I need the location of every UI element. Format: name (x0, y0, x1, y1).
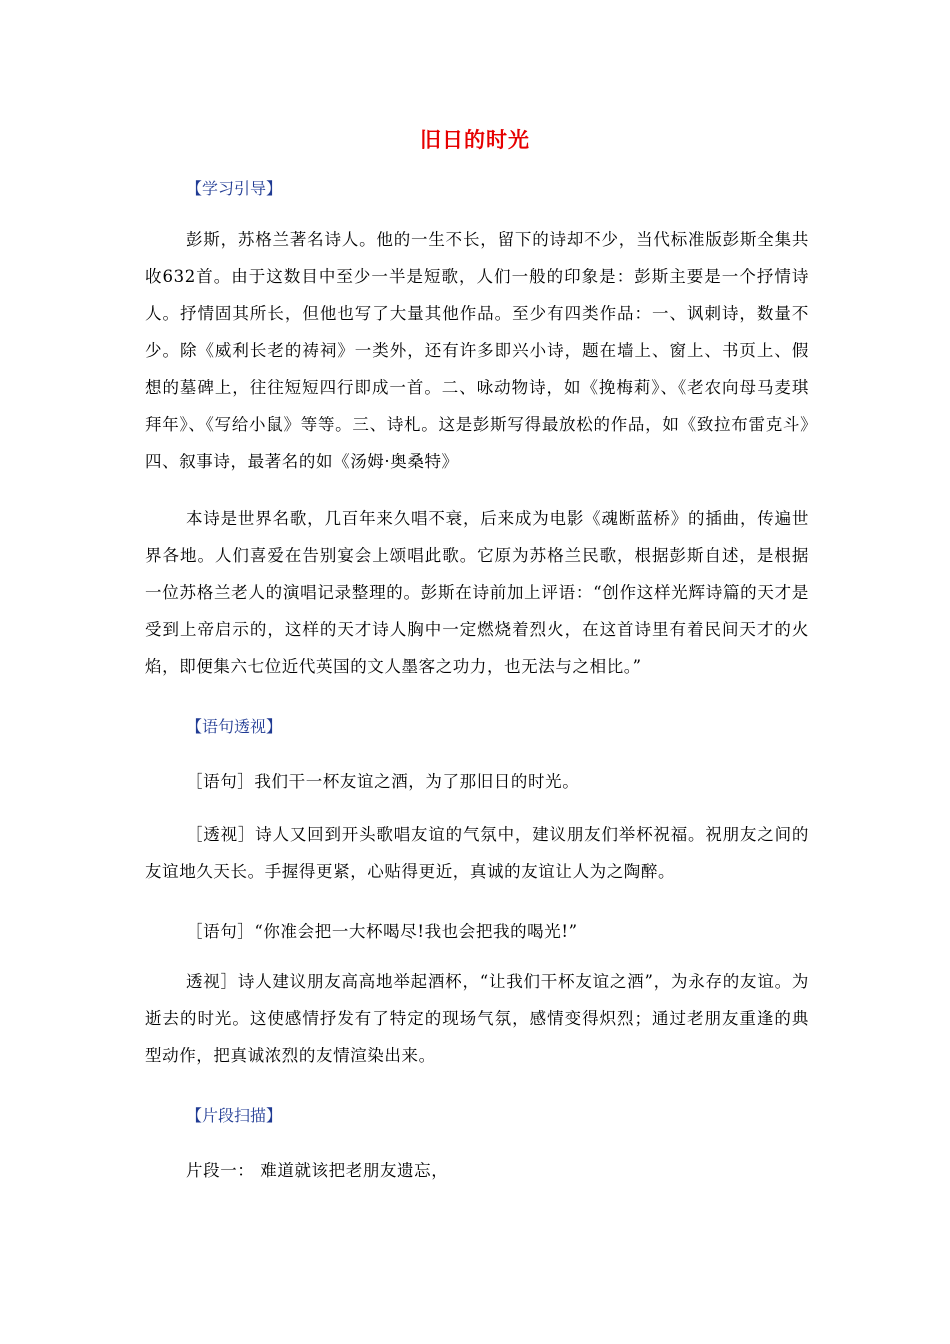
perspective-paragraph-2: 透视］诗人建议朋友高高地举起酒杯，“让我们干杯友谊之酒”，为永存的友谊。为逝去的时光。这使感情抒发有了特定的现场气氛，感情变得炽烈；通过老朋友重逢的典型动作，把真诚浓烈的友情渲染出来。 (145, 972, 809, 1065)
section-heading-study-guide: 【学习引导】 (186, 179, 283, 198)
sentence-quote-1: ［语句］我们干一杯友谊之酒，为了那旧日的时光。 (186, 772, 580, 791)
section-heading-fragment-scan: 【片段扫描】 (186, 1106, 283, 1125)
section-heading-sentence-perspective: 【语句透视】 (186, 717, 283, 736)
intro-paragraph-1: 彭斯，苏格兰著名诗人。他的一生不长，留下的诗却不少，当代标准版彭斯全集共收632首。由于这数目中至少一半是短歌，人们一般的印象是：彭斯主要是一个抒情诗人。抒情固其所长，但他也写了大量其他作品。至少有四类作品：一、讽刺诗，数量不少。除《威利长老的祷祠》一类外，还有许多即兴小诗，题在墙上、窗上、书页上、假想的墓碑上，往往短短四行即成一首。二、咏动物诗，如《挽梅莉》、《老农向母马麦琪拜年》、《写给小鼠》等等。三、诗札。这是彭斯写得最放松的作品，如《致拉布雷克斗》四、叙事诗，最著名的如《汤姆·奥桑特》 (145, 230, 809, 471)
perspective-paragraph-1: ［透视］诗人又回到开头歌唱友谊的气氛中，建议朋友们举杯祝福。祝朋友之间的友谊地久天长。手握得更紧，心贴得更近，真诚的友谊让人为之陶醉。 (145, 825, 809, 881)
sentence-quote-2: ［语句］“你准会把一大杯喝尽!我也会把我的喝光!” (186, 922, 578, 941)
intro-paragraph-2: 本诗是世界名歌，几百年来久唱不衰，后来成为电影《魂断蓝桥》的插曲，传遍世界各地。人们喜爱在告别宴会上颂唱此歌。它原为苏格兰民歌，根据彭斯自述，是根据一位苏格兰老人的演唱记录整理的。彭斯在诗前加上评语：“创作这样光辉诗篇的天才是受到上帝启示的，这样的天才诗人胸中一定燃烧着烈火，在这首诗里有着民间天才的火焰，即便集六七位近代英国的文人墨客之功力，也无法与之相比。” (145, 509, 809, 676)
fragment-line-1: 片段一： 难道就该把老朋友遗忘， (186, 1161, 449, 1180)
document-title: 旧日的时光 (420, 127, 530, 152)
